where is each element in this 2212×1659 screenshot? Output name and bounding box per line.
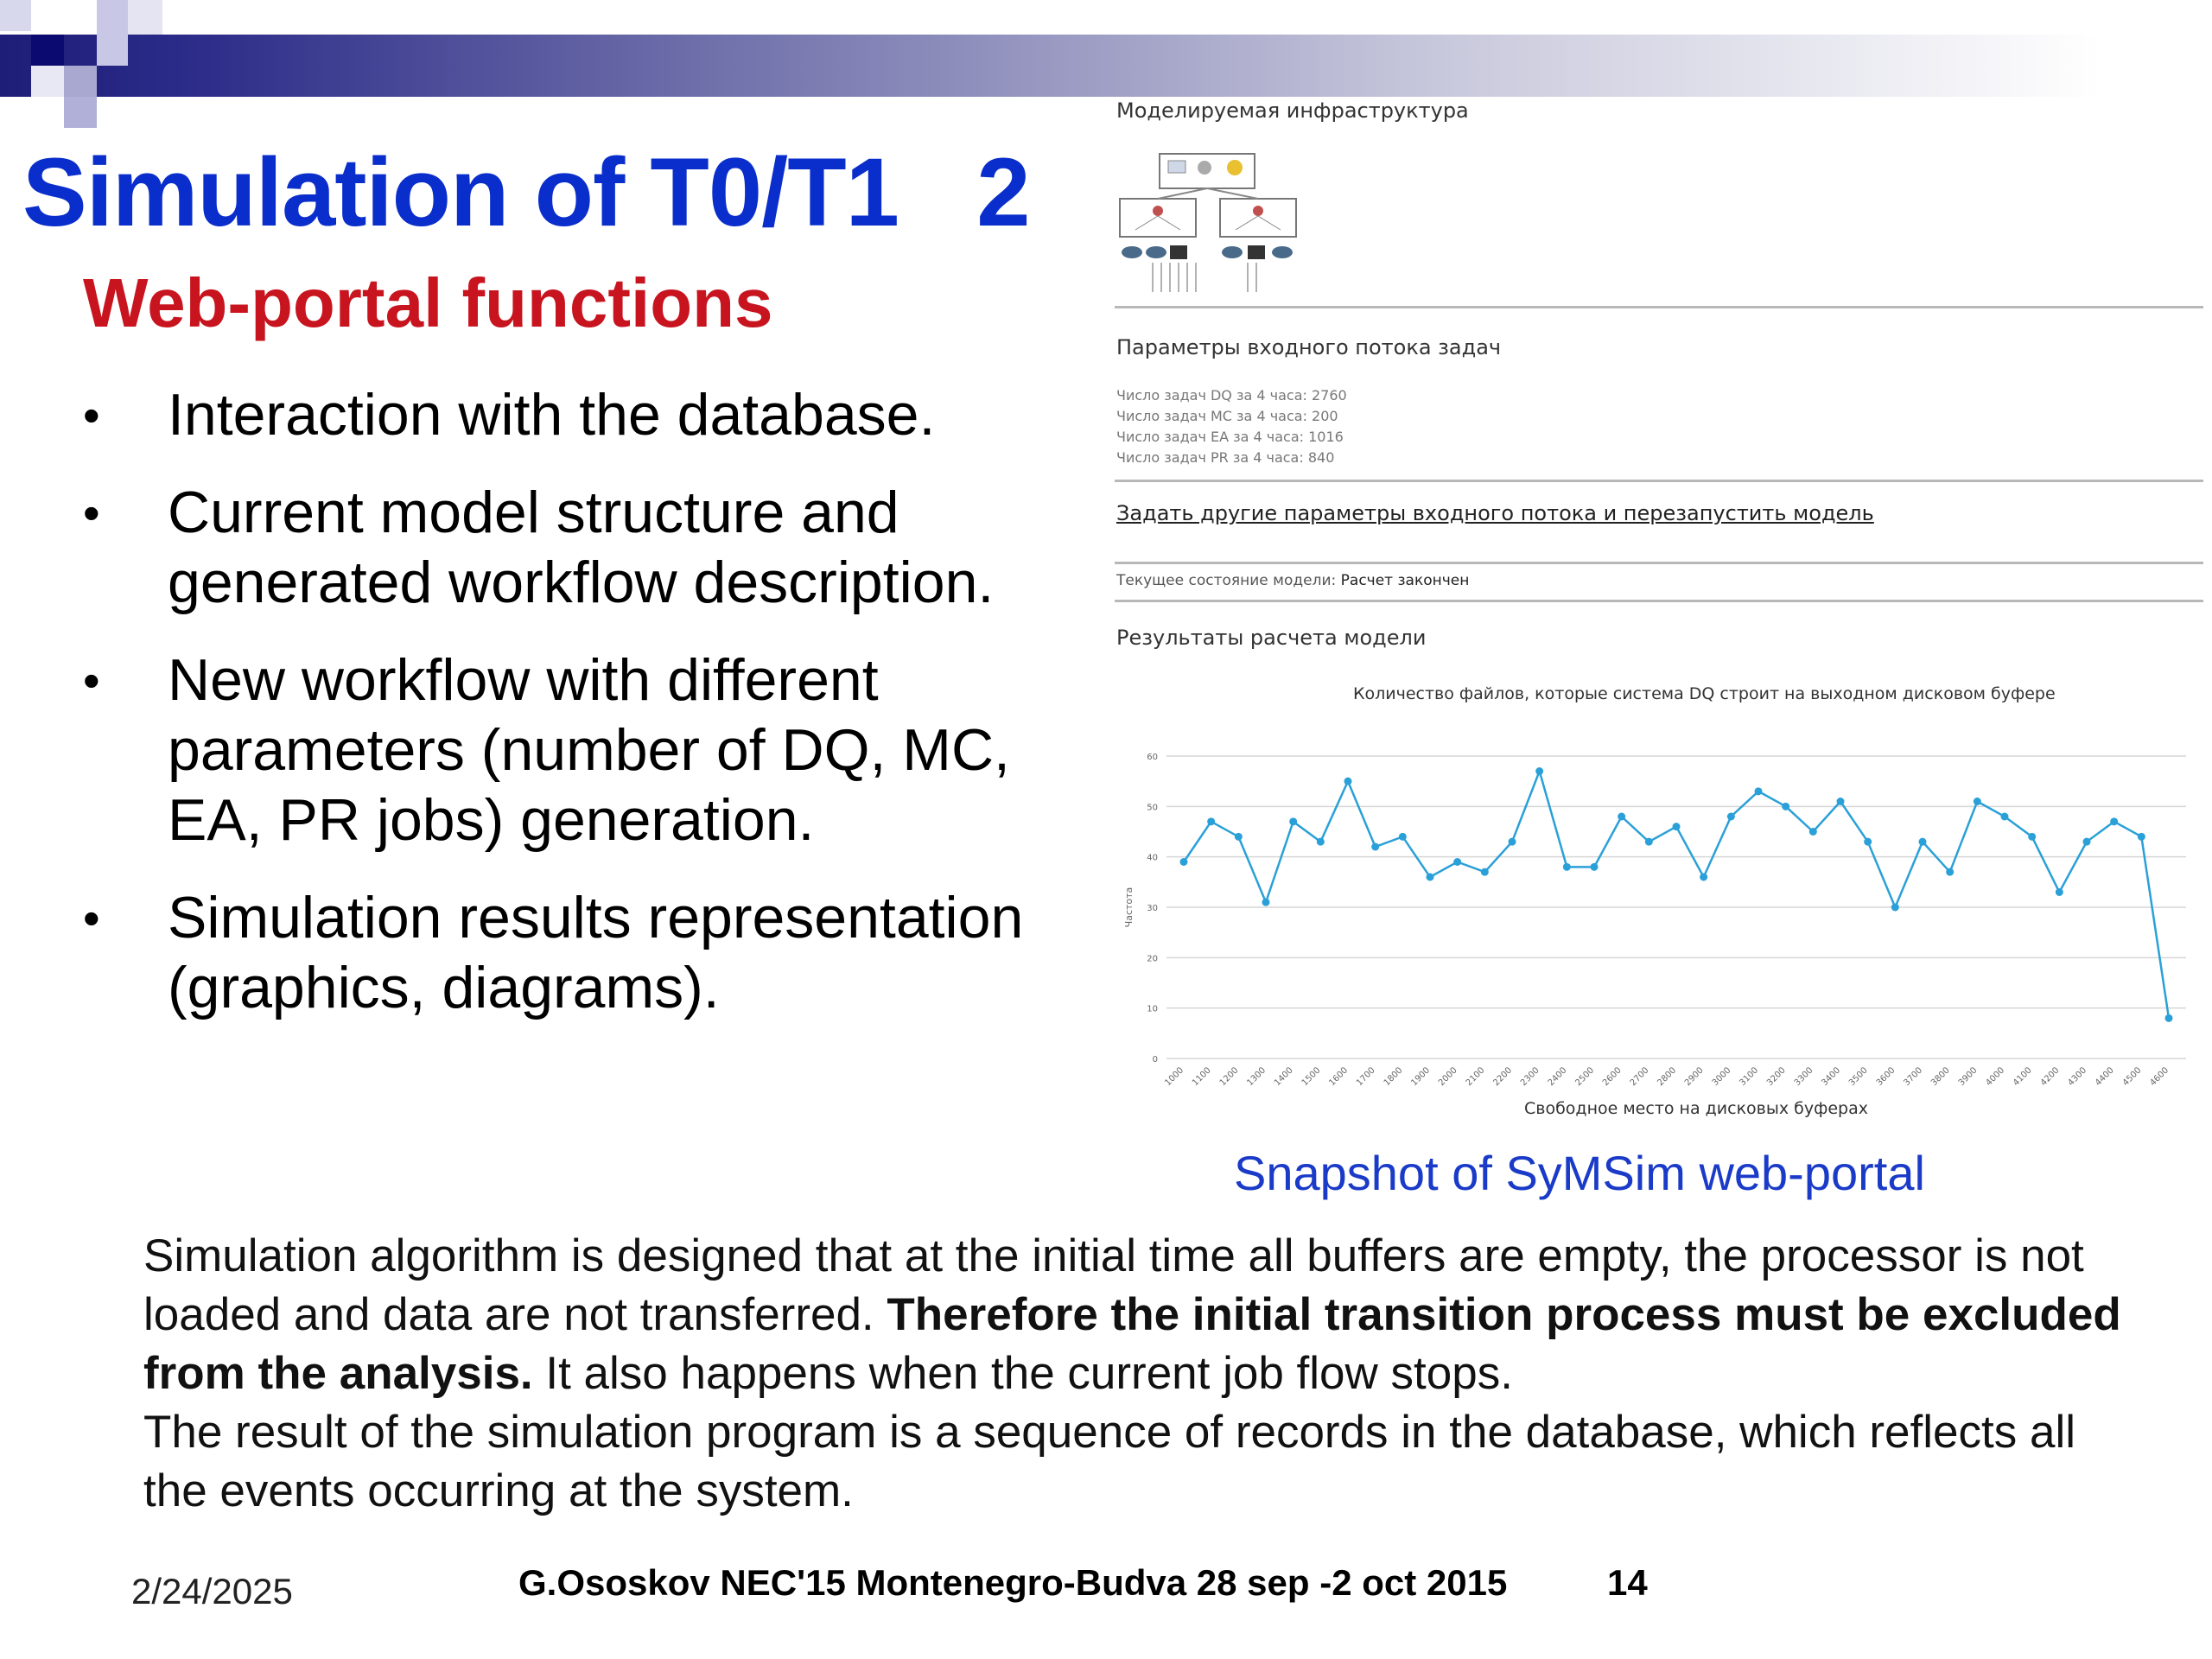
y-axis-title: Частота xyxy=(1123,887,1135,928)
divider xyxy=(1115,600,2203,602)
param-line: Число задач DQ за 4 часа: 2760 xyxy=(1116,387,1347,404)
data-point xyxy=(1673,823,1681,830)
y-tick-label: 60 xyxy=(1147,753,1158,762)
x-tick-label: 3200 xyxy=(1765,1065,1788,1089)
data-point xyxy=(2165,1014,2173,1022)
portal-snapshot xyxy=(1115,95,2203,1141)
data-point xyxy=(1180,858,1188,866)
decor-square xyxy=(31,35,64,66)
data-point xyxy=(1207,817,1215,825)
x-tick-label: 3100 xyxy=(1738,1065,1761,1089)
x-tick-label: 3800 xyxy=(1929,1065,1952,1089)
paragraph-1 xyxy=(143,1227,2122,1403)
x-tick-label: 2900 xyxy=(1683,1065,1706,1089)
param-line: Число задач MC за 4 часа: 200 xyxy=(1116,408,1338,424)
data-point xyxy=(2028,833,2036,841)
header-gradient-band xyxy=(0,35,2212,97)
data-point xyxy=(1946,868,1954,876)
x-tick-label: 1000 xyxy=(1163,1065,1186,1089)
data-point xyxy=(1891,904,1899,912)
x-tick-label: 3300 xyxy=(1792,1065,1815,1089)
x-tick-label: 3700 xyxy=(1902,1065,1925,1089)
data-point xyxy=(1809,828,1817,836)
decor-square xyxy=(97,0,128,35)
decor-square xyxy=(64,66,97,97)
x-tick-label: 3400 xyxy=(1820,1065,1843,1089)
bullet-text: New workflow with different parameters (number of DQ, MC, EA, PR jobs) generation. xyxy=(168,647,1010,853)
slide-number: 14 xyxy=(1607,1562,1648,1603)
x-tick-label: 1700 xyxy=(1355,1065,1377,1089)
param-line: Число задач EA за 4 часа: 1016 xyxy=(1116,429,1344,445)
x-tick-label: 4600 xyxy=(2148,1065,2171,1089)
data-point xyxy=(1700,874,1707,881)
x-tick-label: 2100 xyxy=(1464,1065,1487,1089)
rerun-model-link[interactable]: Задать другие параметры входного потока и перезапустить модель xyxy=(1116,501,1874,525)
bullet-item xyxy=(83,645,1085,855)
x-tick-label: 3500 xyxy=(1847,1065,1870,1089)
x-tick-label: 2400 xyxy=(1546,1065,1569,1089)
paragraph-2: The result of the simulation program is a sequence of records in the database, which reflects all the events occurring at the system. xyxy=(143,1407,2075,1516)
data-point xyxy=(1645,838,1653,846)
x-tick-label: 2300 xyxy=(1519,1065,1541,1089)
data-point xyxy=(1289,817,1297,825)
x-tick-label: 1200 xyxy=(1217,1065,1241,1089)
infrastructure-diagram xyxy=(1118,147,1300,302)
body-paragraph xyxy=(143,1227,2122,1521)
param-line: Число задач PR за 4 часа: 840 xyxy=(1116,449,1335,466)
series-line xyxy=(1184,772,2169,1019)
y-tick-label: 10 xyxy=(1147,1004,1158,1014)
y-tick-label: 40 xyxy=(1147,853,1158,863)
y-tick-label: 0 xyxy=(1152,1055,1158,1065)
data-point xyxy=(2083,838,2091,846)
data-point xyxy=(1563,863,1571,871)
data-point xyxy=(1782,803,1789,810)
data-point xyxy=(1427,874,1434,881)
x-tick-label: 4000 xyxy=(1984,1065,2007,1089)
footer-date: 2/24/2025 xyxy=(131,1571,293,1611)
decor-square xyxy=(128,0,162,35)
slide-subtitle: Web-portal functions xyxy=(83,264,773,341)
bullet-text: Interaction with the database. xyxy=(168,382,936,448)
data-point xyxy=(1591,863,1599,871)
data-point xyxy=(1481,868,1489,876)
params-heading: Параметры входного потока задач xyxy=(1116,335,1502,359)
divider xyxy=(1115,480,2203,482)
data-point xyxy=(1399,833,1407,841)
bullet-glyph: • xyxy=(83,891,100,945)
data-point xyxy=(1344,778,1352,785)
y-tick-label: 50 xyxy=(1147,803,1158,813)
paragraph-emphasis: Therefore the initial transition process must be excluded from the analysis. xyxy=(143,1289,2121,1399)
bullet-glyph: • xyxy=(83,653,100,708)
data-point xyxy=(1837,798,1845,805)
x-tick-label: 1400 xyxy=(1273,1065,1295,1089)
data-point xyxy=(1509,838,1516,846)
data-point xyxy=(1535,767,1543,775)
data-point xyxy=(2110,817,2118,825)
footer-author: G.Ososkov NEC'15 Montenegro-Budva 28 sep -2 oct 2015 xyxy=(518,1562,1508,1603)
decor-square xyxy=(97,35,128,66)
chart-title: Количество файлов, которые система DQ строит на выходном дисковом буфере xyxy=(1353,684,2056,703)
infra-heading: Моделируемая инфраструктура xyxy=(1116,99,1469,123)
x-tick-label: 4100 xyxy=(2012,1065,2034,1089)
decor-square xyxy=(31,66,64,97)
y-tick-label: 30 xyxy=(1147,904,1158,913)
x-tick-label: 1600 xyxy=(1327,1065,1351,1089)
bullet-text: Current model structure and generated workflow description. xyxy=(168,480,995,615)
data-point xyxy=(2138,833,2145,841)
data-point xyxy=(1974,798,1981,805)
divider xyxy=(1115,562,2203,564)
x-tick-label: 2500 xyxy=(1573,1065,1597,1089)
bullet-glyph: • xyxy=(83,388,100,442)
bullet-item xyxy=(83,883,1085,1023)
x-tick-label: 1900 xyxy=(1409,1065,1433,1089)
results-line-chart xyxy=(1115,717,2203,1089)
results-heading: Результаты расчета модели xyxy=(1116,626,1427,650)
x-tick-label: 4200 xyxy=(2038,1065,2062,1089)
data-point xyxy=(2001,813,2009,821)
bullet-item xyxy=(83,478,1085,618)
x-tick-label: 3600 xyxy=(1874,1065,1897,1089)
divider xyxy=(1115,306,2203,308)
x-tick-label: 4500 xyxy=(2120,1065,2144,1089)
slide-title: Simulation of T0/T1 2 xyxy=(22,138,1030,246)
data-point xyxy=(1618,813,1625,821)
data-point xyxy=(1371,843,1379,851)
x-tick-label: 2600 xyxy=(1601,1065,1624,1089)
paragraph-text: It also happens when the current job flow stops. xyxy=(532,1348,1513,1399)
x-tick-label: 1500 xyxy=(1300,1065,1323,1089)
y-tick-label: 20 xyxy=(1147,954,1158,964)
chart-x-axis-title: Свободное место на дисковых буферах xyxy=(1524,1099,1869,1118)
data-point xyxy=(1453,858,1461,866)
paragraph-text: Simulation algorithm is designed that at the initial time all buffers are empty, the processor is not loaded and data are not transferred. xyxy=(143,1230,2084,1340)
decor-square xyxy=(0,0,31,31)
x-tick-label: 3000 xyxy=(1710,1065,1733,1089)
bullet-text: Simulation results representation (graphics, diagrams). xyxy=(168,885,1024,1020)
x-tick-label: 1300 xyxy=(1245,1065,1268,1089)
snapshot-caption: Snapshot of SyMSim web-portal xyxy=(1234,1146,1925,1200)
bullet-item xyxy=(83,380,1085,450)
x-tick-label: 2200 xyxy=(1491,1065,1515,1089)
data-point xyxy=(1727,813,1735,821)
data-point xyxy=(1919,838,1927,846)
data-point xyxy=(1864,838,1872,846)
data-point xyxy=(1235,833,1243,841)
model-state-label: Текущее состояние модели: xyxy=(1116,572,1337,589)
data-point xyxy=(2056,888,2063,896)
model-state-value: Расчет закончен xyxy=(1340,572,1470,589)
x-tick-label: 4400 xyxy=(2094,1065,2116,1089)
model-state xyxy=(1116,572,1469,589)
x-tick-label: 1100 xyxy=(1191,1065,1213,1089)
data-point xyxy=(1262,899,1270,906)
x-tick-label: 2700 xyxy=(1628,1065,1651,1089)
data-point xyxy=(1317,838,1325,846)
x-tick-label: 3900 xyxy=(1956,1065,1980,1089)
x-tick-label: 2800 xyxy=(1656,1065,1679,1089)
bullet-list xyxy=(83,380,1085,1051)
x-tick-label: 1800 xyxy=(1382,1065,1405,1089)
bullet-glyph: • xyxy=(83,486,100,540)
x-tick-label: 4300 xyxy=(2066,1065,2089,1089)
decor-square xyxy=(64,97,97,128)
x-tick-label: 2000 xyxy=(1437,1065,1459,1089)
data-point xyxy=(1755,787,1763,795)
